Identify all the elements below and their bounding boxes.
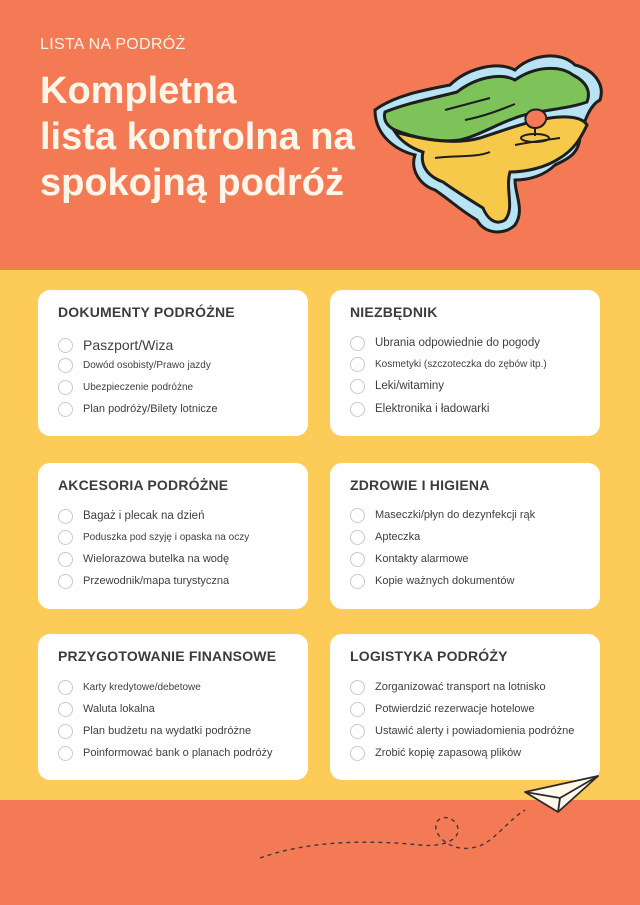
card-logistyka: [332, 636, 598, 778]
item-label: Plan budżetu na wydatki podróżne: [83, 725, 252, 737]
card-zdrowie: [332, 465, 598, 607]
item-label: Ustawić alerty i powiadomienia podróżne: [375, 725, 575, 737]
item-label: Poinformować bank o planach podróży: [83, 747, 273, 759]
map-illustration: [365, 40, 610, 240]
item-label: Poduszka pod szyję i opaska na oczy: [83, 531, 250, 543]
list-item: [58, 528, 249, 546]
checkbox[interactable]: [58, 746, 73, 761]
item-label: Wielorazowa butelka na wodę: [83, 553, 230, 565]
item-label: Kopie ważnych dokumentów: [375, 575, 515, 587]
section-title: NIEZBĘDNIK: [350, 304, 438, 320]
item-label: Paszport/Wiza: [83, 337, 174, 353]
card-dokumenty: [40, 292, 306, 434]
checkbox[interactable]: [58, 530, 73, 545]
list-item: [350, 528, 420, 546]
checkbox[interactable]: [350, 530, 365, 545]
paper-plane-icon: [520, 770, 605, 830]
checkbox[interactable]: [350, 402, 365, 417]
kicker-label: LISTA NA PODRÓŻ: [40, 36, 186, 53]
list-item: [350, 377, 444, 395]
card-niezbednik: [332, 292, 598, 434]
item-label: Maseczki/płyn do dezynfekcji rąk: [375, 509, 536, 521]
card-finanse: [40, 636, 306, 778]
list-item: [350, 722, 574, 740]
title-line: Kompletna: [40, 70, 237, 112]
list-item: [350, 700, 535, 718]
checkbox[interactable]: [350, 746, 365, 761]
list-item: [350, 334, 540, 352]
list-item: [58, 678, 201, 696]
item-label: Elektronika i ładowarki: [375, 403, 490, 415]
item-label: Kontakty alarmowe: [375, 553, 469, 565]
list-item: [58, 400, 218, 418]
item-label: Waluta lokalna: [83, 703, 155, 715]
list-item: [350, 550, 469, 568]
section-title: LOGISTYKA PODRÓŻY: [350, 648, 508, 664]
checkbox[interactable]: [58, 680, 73, 695]
list-item: [58, 507, 204, 525]
list-item: [350, 400, 489, 418]
item-label: Ubezpieczenie podróżne: [83, 381, 194, 393]
list-item: [350, 506, 535, 524]
checkbox[interactable]: [350, 357, 365, 372]
checkbox[interactable]: [350, 702, 365, 717]
list-item: [58, 572, 229, 590]
list-item: [58, 378, 193, 396]
checkbox[interactable]: [58, 552, 73, 567]
section-title: PRZYGOTOWANIE FINANSOWE: [58, 648, 277, 664]
item-label: Apteczka: [375, 531, 421, 543]
item-label: Bagaż i plecak na dzień: [83, 510, 205, 522]
checkbox[interactable]: [58, 724, 73, 739]
item-label: Kosmetyki (szczoteczka do zębów itp.): [375, 358, 547, 370]
item-label: Karty kredytowe/debetowe: [83, 681, 201, 693]
title-line: spokojną podróż: [40, 162, 344, 204]
item-label: Zorganizować transport na lotnisko: [375, 681, 546, 693]
card-akcesoria: [40, 465, 306, 607]
checkbox[interactable]: [58, 574, 73, 589]
item-label: Ubrania odpowiednie do pogody: [375, 337, 540, 349]
checkbox[interactable]: [58, 358, 73, 373]
list-item: [58, 700, 155, 718]
item-label: Dowód osobisty/Prawo jazdy: [83, 359, 211, 371]
item-label: Przewodnik/mapa turystyczna: [83, 575, 230, 587]
checkbox[interactable]: [58, 338, 73, 353]
section-title: DOKUMENTY PODRÓŻNE: [58, 304, 235, 320]
checkbox[interactable]: [350, 552, 365, 567]
item-label: Leki/witaminy: [375, 380, 445, 392]
checkbox[interactable]: [58, 402, 73, 417]
list-item: [58, 744, 273, 762]
checkbox[interactable]: [350, 379, 365, 394]
title-line: lista kontrolna na: [40, 116, 355, 158]
checkbox[interactable]: [58, 380, 73, 395]
section-title: ZDROWIE I HIGIENA: [350, 477, 490, 493]
checkbox[interactable]: [350, 336, 365, 351]
checkbox[interactable]: [350, 724, 365, 739]
list-item: [58, 550, 229, 568]
list-item: [58, 336, 173, 354]
list-item: [350, 572, 514, 590]
checkbox[interactable]: [350, 508, 365, 523]
list-item: [58, 722, 251, 740]
item-label: Potwierdzić rezerwacje hotelowe: [375, 703, 535, 715]
list-item: [350, 678, 546, 696]
section-title: AKCESORIA PODRÓŻNE: [58, 477, 229, 493]
list-item: [350, 744, 521, 762]
page-title: [40, 68, 400, 206]
checkbox[interactable]: [350, 574, 365, 589]
item-label: Plan podróży/Bilety lotnicze: [83, 403, 218, 415]
item-label: Zrobić kopię zapasową plików: [375, 747, 522, 759]
list-item: [350, 355, 547, 373]
checkbox[interactable]: [350, 680, 365, 695]
checkbox[interactable]: [58, 702, 73, 717]
list-item: [58, 356, 211, 374]
checkbox[interactable]: [58, 509, 73, 524]
